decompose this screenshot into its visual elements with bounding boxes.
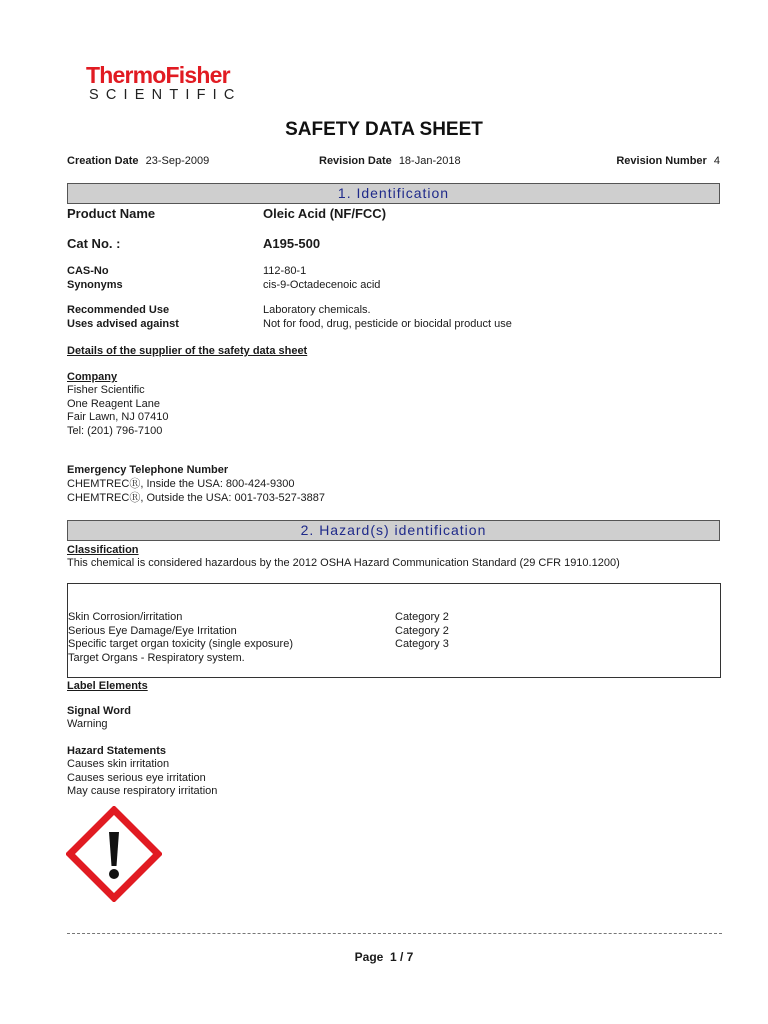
cas-value: 112-80-1 — [263, 265, 307, 277]
target-organs: Target Organs - Respiratory system. — [68, 652, 245, 664]
revision-number — [616, 155, 720, 167]
hazard-row: Specific target organ toxicity (single exposure) — [68, 638, 293, 650]
company-label: Company — [67, 371, 118, 383]
company-line: Fair Lawn, NJ 07410 — [67, 411, 169, 423]
footer-divider — [67, 933, 722, 934]
cat-no-value: A195-500 — [263, 236, 321, 251]
emergency-phone-line: CHEMTRECⓇ, Inside the USA: 800-424-9300 — [67, 478, 295, 490]
uses-advised-against-label: Uses advised against — [67, 318, 179, 330]
supplier-heading: Details of the supplier of the safety data sheet — [67, 345, 308, 357]
revision-date — [319, 155, 461, 167]
product-name-value: Oleic Acid (NF/FCC) — [263, 206, 387, 221]
document-title: SAFETY DATA SHEET — [285, 119, 483, 140]
revision-number-value: 4 — [713, 155, 720, 167]
company-phone: Tel: (201) 796-7100 — [67, 424, 163, 437]
exclamation-mark-icon — [66, 806, 162, 902]
hazard-statement: Causes skin irritation — [67, 758, 170, 770]
hazard-statements-list — [67, 758, 217, 799]
hazard-statement: May cause respiratory irritation — [67, 785, 218, 797]
recommended-use-value: Laboratory chemicals. — [263, 304, 371, 316]
company-line: Fisher Scientific — [67, 384, 145, 396]
classification-label: Classification — [67, 544, 139, 556]
signal-word-value: Warning — [67, 718, 108, 730]
cat-no-label: Cat No. : — [67, 236, 121, 251]
hazard-category: Category 2 — [395, 611, 449, 623]
creation-date-label: Creation Date — [67, 155, 139, 167]
hazard-row: Serious Eye Damage/Eye Irritation — [68, 625, 237, 637]
page-number — [0, 950, 768, 964]
synonyms-label: Synonyms — [67, 279, 123, 291]
revision-number-label: Revision Number — [616, 155, 707, 167]
emergency-phone-line: CHEMTRECⓇ, Outside the USA: 001-703-527-3887 — [67, 491, 326, 504]
revision-date-value: 18-Jan-2018 — [398, 155, 461, 167]
synonyms-value: cis-9-Octadecenoic acid — [263, 279, 381, 291]
creation-date-value: 23-Sep-2009 — [145, 155, 210, 167]
company-logo-wordmark: ThermoFisher — [86, 62, 230, 88]
hazard-statement: Causes serious eye irritation — [67, 771, 206, 784]
revision-date-label: Revision Date — [319, 155, 392, 167]
company-logo-subtitle: SCIENTIFIC — [89, 87, 242, 103]
company-line: One Reagent Lane — [67, 397, 160, 410]
page-value: 1 / 7 — [390, 950, 414, 964]
label-elements-heading: Label Elements — [67, 680, 148, 692]
cas-label: CAS-No — [67, 265, 109, 277]
emergency-phone-lines — [67, 478, 325, 505]
company-address — [67, 384, 169, 438]
section-2-header: 2. Hazard(s) identification — [67, 520, 720, 541]
uses-advised-against-value: Not for food, drug, pesticide or biocidal product use — [263, 318, 512, 330]
page-label: Page — [354, 950, 384, 964]
classification-text: This chemical is considered hazardous by the 2012 OSHA Hazard Communication Standard (29 CFR 1910.1200) — [67, 557, 620, 569]
recommended-use-label: Recommended Use — [67, 304, 170, 316]
hazard-statements-label: Hazard Statements — [67, 745, 167, 757]
emergency-phone-label: Emergency Telephone Number — [67, 464, 229, 476]
creation-date — [67, 155, 209, 167]
signal-word-label: Signal Word — [67, 705, 131, 717]
hazard-row: Skin Corrosion/irritation — [68, 611, 183, 623]
section-1-header: 1. Identification — [67, 183, 720, 204]
product-name-label: Product Name — [67, 206, 156, 221]
hazard-category: Category 2 — [395, 625, 449, 637]
hazard-category: Category 3 — [395, 638, 449, 650]
